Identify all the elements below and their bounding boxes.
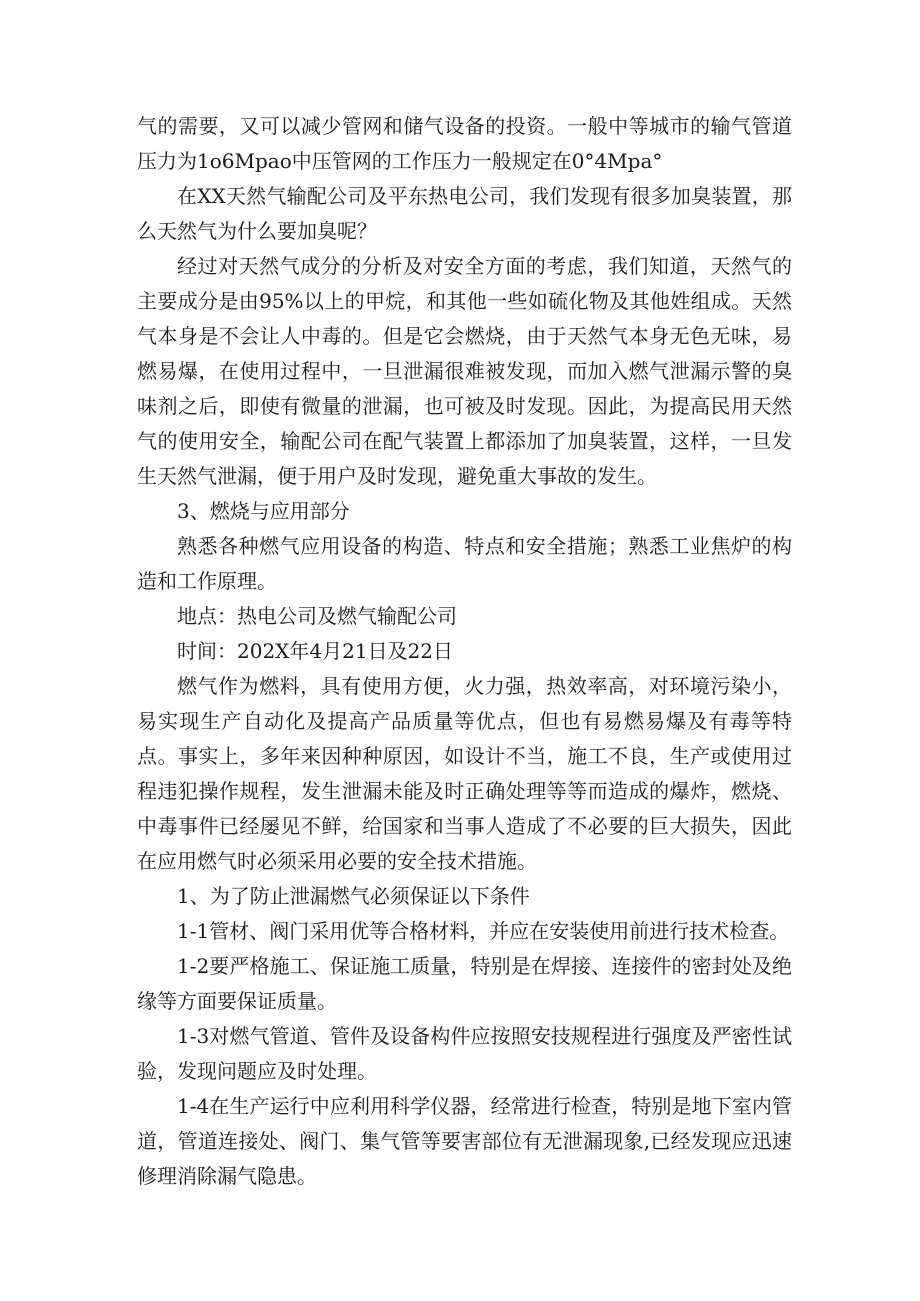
paragraph-date: 时间：202X年4月21日及22日 (177, 639, 454, 663)
paragraph-odorizer-question: 在XX天然气输配公司及平东热电公司，我们发现有很多加臭装置，那么天然气为什么要加臭呢？ (137, 184, 792, 243)
list-item-1-2: 1-2要严格施工、保证施工质量，特别是在焊接、连接件的密封处及绝缘等方面要保证质量。 (137, 954, 792, 1013)
paragraph-gas-safety: 燃气作为燃料，具有使用方便，火力强，热效率高，对环境污染小，易实现生产自动化及提高产品质量等优点，但也有易燃易爆及有毒等特点。事实上，多年来因种种原因，如设计不当，施工不良，生产或使用过程违犯操作规程，发生泄漏未能及时正确处理等等而造成的爆炸，燃烧、中毒事件已经屡见不鲜，给国家和当事人造成了不必要的巨大损失，因此在应用燃气时必须采用必要的安全技术措施。 (137, 674, 792, 873)
paragraph-gas-pressure: 气的需要，又可以减少管网和储气设备的投资。一般中等城市的输气管道压力为1o6Mpao中压管网的工作压力一般规定在0°4Mpa° (137, 114, 792, 173)
list-item-1-4: 1-4在生产运行中应利用科学仪器，经常进行检查，特别是地下室内管道，管道连接处、阀门、集气管等要害部位有无泄漏现象,已经发现应迅速修理消除漏气隐患。 (137, 1094, 792, 1188)
list-item-1-3: 1-3对燃气管道、管件及设备构件应按照安技规程进行强度及严密性试验，发现问题应及时处理。 (137, 1024, 792, 1083)
paragraph-odorizer-explanation: 经过对天然气成分的分析及对安全方面的考虑，我们知道，天然气的主要成分是由95%以上的甲烷，和其他一些如硫化物及其他姓组成。天然气本身是不会让人中毒的。但是它会燃烧，由于天然气本身无色无味，易燃易爆，在使用过程中，一旦泄漏很难被发现，而加入燃气泄漏示警的臭味剂之后，即使有微量的泄漏，也可被及时发现。因此，为提高民用天然气的使用安全，输配公司在配气装置上都添加了加臭装置，这样，一旦发生天然气泄漏，便于用户及时发现，避免重大事故的发生。 (137, 254, 792, 488)
paragraph-equipment-familiarization: 熟悉各种燃气应用设备的构造、特点和安全措施；熟悉工业焦炉的构造和工作原理。 (137, 534, 792, 593)
list-item-1-1: 1-1管材、阀门采用优等合格材料，并应在安装使用前进行技术检查。 (177, 919, 790, 943)
document-body (137, 109, 792, 1194)
section-heading-combustion: 3、燃烧与应用部分 (177, 499, 350, 523)
list-heading-leak-prevention: 1、为了防止泄漏燃气必须保证以下条件 (177, 884, 530, 908)
paragraph-location: 地点：热电公司及燃气输配公司 (177, 604, 457, 628)
